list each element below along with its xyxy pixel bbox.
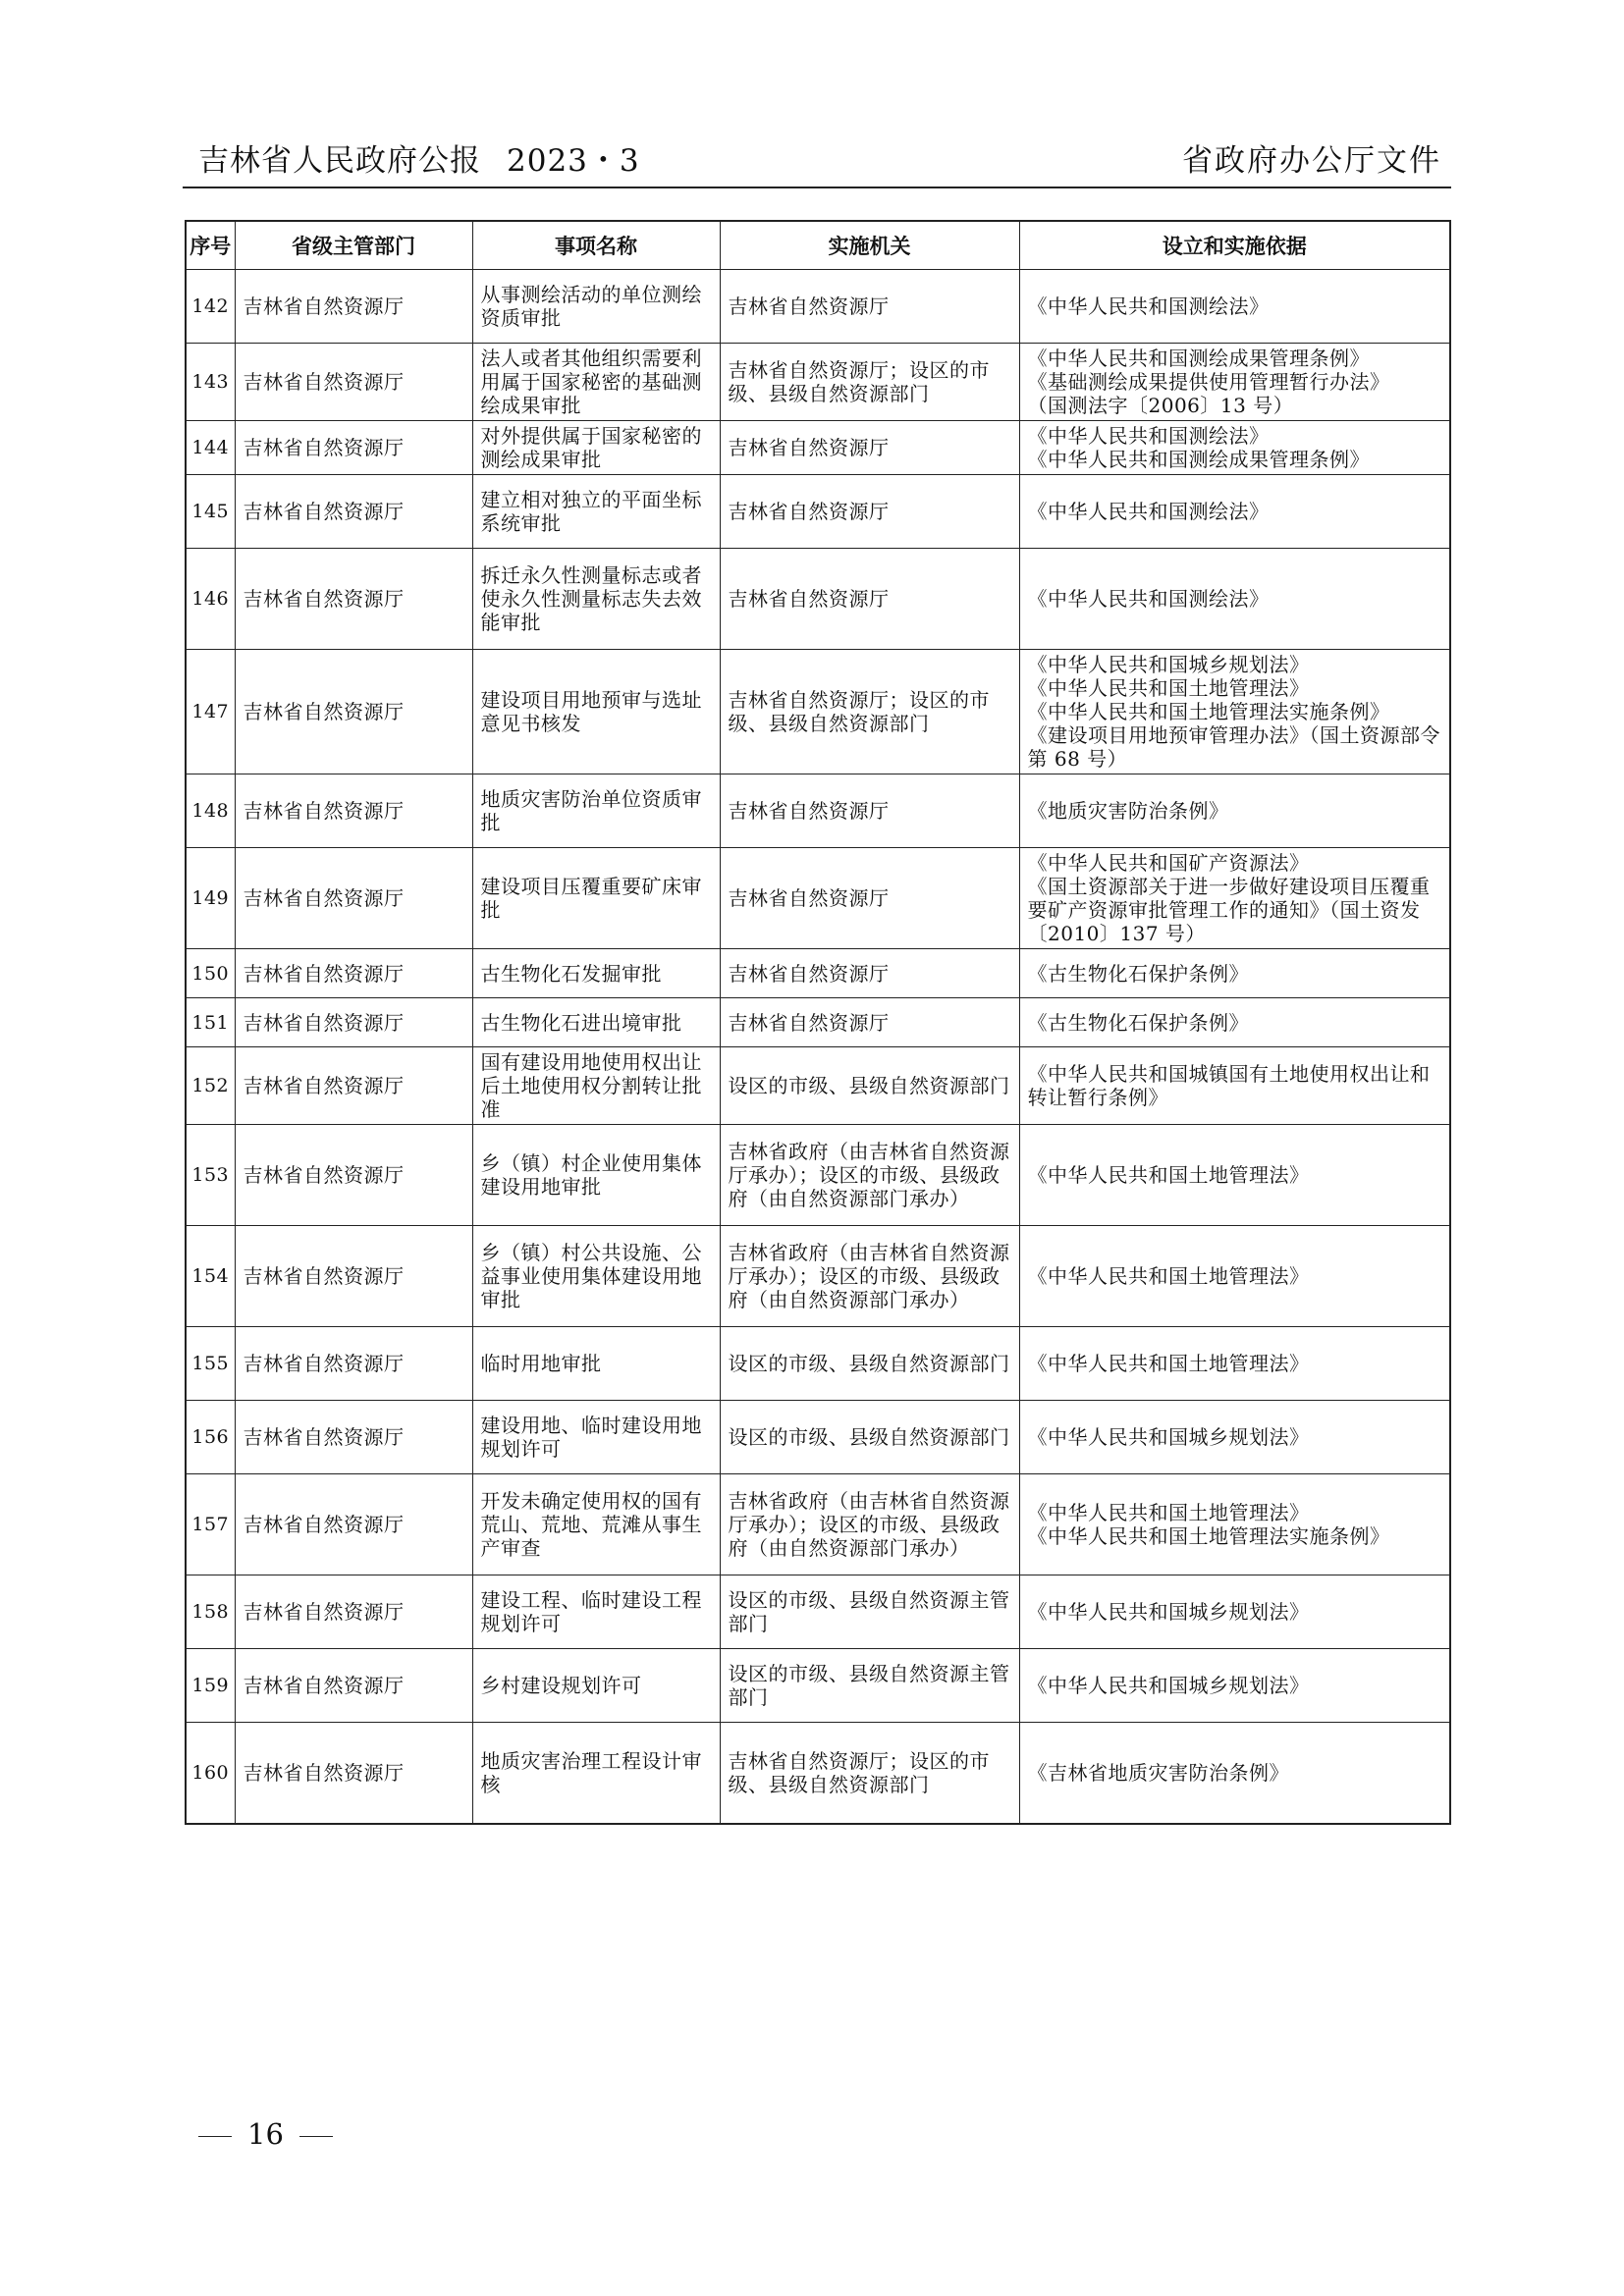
row-basis bbox=[1019, 1401, 1450, 1474]
row-basis bbox=[1019, 549, 1450, 650]
row-number: 145 bbox=[186, 475, 235, 549]
row-number: 157 bbox=[186, 1474, 235, 1575]
basis-entry: 《中华人民共和国土地管理法实施条例》 bbox=[1027, 1524, 1390, 1548]
row-agency: 吉林省政府（由吉林省自然资源厅承办）；设区的市级、县级政府（由自然资源部门承办） bbox=[720, 1226, 1019, 1327]
row-department: 吉林省自然资源厅 bbox=[235, 421, 472, 475]
footer-dash-right bbox=[299, 2136, 333, 2137]
table-row bbox=[186, 421, 1450, 475]
row-number: 151 bbox=[186, 998, 235, 1047]
row-agency: 设区的市级、县级自然资源主管部门 bbox=[720, 1575, 1019, 1649]
row-number: 152 bbox=[186, 1047, 235, 1125]
row-number: 143 bbox=[186, 344, 235, 421]
row-number: 154 bbox=[186, 1226, 235, 1327]
row-item-name: 建设工程、临时建设工程规划许可 bbox=[472, 1575, 720, 1649]
row-item-name: 古生物化石发掘审批 bbox=[472, 949, 720, 998]
row-department: 吉林省自然资源厅 bbox=[235, 1474, 472, 1575]
row-department: 吉林省自然资源厅 bbox=[235, 1125, 472, 1226]
basis-entry: 《中华人民共和国土地管理法》 bbox=[1027, 1501, 1310, 1524]
row-agency: 吉林省自然资源厅 bbox=[720, 774, 1019, 848]
row-basis bbox=[1019, 1047, 1450, 1125]
row-item-name: 乡村建设规划许可 bbox=[472, 1649, 720, 1723]
row-number: 159 bbox=[186, 1649, 235, 1723]
basis-entry: 《中华人民共和国城镇国有土地使用权出让和转让暂行条例》 bbox=[1027, 1062, 1431, 1109]
row-item-name: 地质灾害治理工程设计审核 bbox=[472, 1723, 720, 1824]
table-row bbox=[186, 344, 1450, 421]
basis-entry: 《中华人民共和国土地管理法》 bbox=[1027, 1264, 1310, 1288]
row-number: 149 bbox=[186, 848, 235, 949]
row-item-name: 国有建设用地使用权出让后土地使用权分割转让批准 bbox=[472, 1047, 720, 1125]
row-agency: 设区的市级、县级自然资源部门 bbox=[720, 1047, 1019, 1125]
row-department: 吉林省自然资源厅 bbox=[235, 1575, 472, 1649]
row-department: 吉林省自然资源厅 bbox=[235, 998, 472, 1047]
row-number: 147 bbox=[186, 650, 235, 774]
row-basis bbox=[1019, 949, 1450, 998]
row-agency: 吉林省政府（由吉林省自然资源厅承办）；设区的市级、县级政府（由自然资源部门承办） bbox=[720, 1474, 1019, 1575]
row-number: 158 bbox=[186, 1575, 235, 1649]
basis-entry: 《中华人民共和国测绘成果管理条例》 bbox=[1027, 347, 1370, 370]
table-row bbox=[186, 1226, 1450, 1327]
approval-items-table bbox=[185, 220, 1451, 1825]
row-agency: 吉林省自然资源厅 bbox=[720, 549, 1019, 650]
row-item-name: 临时用地审批 bbox=[472, 1327, 720, 1401]
basis-entry: 《中华人民共和国测绘成果管理条例》 bbox=[1027, 448, 1370, 471]
basis-entry: 《中华人民共和国测绘法》 bbox=[1027, 294, 1270, 318]
row-agency: 吉林省自然资源厅 bbox=[720, 475, 1019, 549]
footer-dash-left bbox=[198, 2136, 232, 2137]
row-number: 155 bbox=[186, 1327, 235, 1401]
row-item-name: 对外提供属于国家秘密的测绘成果审批 bbox=[472, 421, 720, 475]
row-number: 148 bbox=[186, 774, 235, 848]
row-agency: 设区的市级、县级自然资源部门 bbox=[720, 1401, 1019, 1474]
basis-entry: 《国土资源部关于进一步做好建设项目压覆重要矿产资源审批管理工作的通知》（国土资发〔2010〕137 号） bbox=[1027, 875, 1431, 945]
basis-entry: 《地质灾害防治条例》 bbox=[1027, 799, 1229, 823]
table-row bbox=[186, 998, 1450, 1047]
column-header-number: 序号 bbox=[186, 221, 235, 270]
table-row bbox=[186, 1327, 1450, 1401]
page-number: 16 bbox=[247, 2117, 284, 2151]
row-item-name: 地质灾害防治单位资质审批 bbox=[472, 774, 720, 848]
basis-entry: 《中华人民共和国城乡规划法》 bbox=[1027, 653, 1310, 676]
table-row bbox=[186, 774, 1450, 848]
table-row bbox=[186, 1125, 1450, 1226]
publication-title: 吉林省人民政府公报 bbox=[198, 143, 481, 179]
table-row bbox=[186, 475, 1450, 549]
basis-entry: 《古生物化石保护条例》 bbox=[1027, 961, 1249, 986]
row-item-name: 建设项目用地预审与选址意见书核发 bbox=[472, 650, 720, 774]
table-header-row bbox=[186, 221, 1450, 270]
row-agency: 吉林省自然资源厅 bbox=[720, 949, 1019, 998]
row-number: 146 bbox=[186, 549, 235, 650]
table-row bbox=[186, 848, 1450, 949]
row-item-name: 古生物化石进出境审批 bbox=[472, 998, 720, 1047]
row-basis bbox=[1019, 774, 1450, 848]
table-row bbox=[186, 1047, 1450, 1125]
publication-line bbox=[198, 135, 640, 180]
row-basis bbox=[1019, 998, 1450, 1047]
row-basis bbox=[1019, 650, 1450, 774]
basis-entry: 《中华人民共和国城乡规划法》 bbox=[1027, 1425, 1310, 1449]
column-header-basis: 设立和实施依据 bbox=[1019, 221, 1450, 270]
row-basis bbox=[1019, 421, 1450, 475]
row-agency: 吉林省自然资源厅 bbox=[720, 998, 1019, 1047]
row-basis bbox=[1019, 1125, 1450, 1226]
column-header-agency: 实施机关 bbox=[720, 221, 1019, 270]
table-body bbox=[186, 270, 1450, 1824]
row-agency: 吉林省自然资源厅 bbox=[720, 270, 1019, 344]
row-basis bbox=[1019, 848, 1450, 949]
basis-entry: 《中华人民共和国土地管理法》 bbox=[1027, 1352, 1310, 1375]
row-department: 吉林省自然资源厅 bbox=[235, 1327, 472, 1401]
row-basis bbox=[1019, 270, 1450, 344]
column-header-item-name: 事项名称 bbox=[472, 221, 720, 270]
table-row bbox=[186, 1649, 1450, 1723]
basis-entry: 《中华人民共和国土地管理法实施条例》 bbox=[1027, 700, 1390, 723]
row-agency: 吉林省自然资源厅；设区的市级、县级自然资源部门 bbox=[720, 650, 1019, 774]
row-number: 160 bbox=[186, 1723, 235, 1824]
table-row bbox=[186, 1474, 1450, 1575]
table-row bbox=[186, 549, 1450, 650]
row-item-name: 从事测绘活动的单位测绘资质审批 bbox=[472, 270, 720, 344]
row-agency: 吉林省自然资源厅；设区的市级、县级自然资源部门 bbox=[720, 1723, 1019, 1824]
table-row bbox=[186, 949, 1450, 998]
basis-entry: 《建设项目用地预审管理办法》（国土资源部令第 68 号） bbox=[1027, 723, 1440, 771]
basis-entry: 《中华人民共和国城乡规划法》 bbox=[1027, 1600, 1310, 1624]
row-item-name: 建立相对独立的平面坐标系统审批 bbox=[472, 475, 720, 549]
row-item-name: 乡（镇）村公共设施、公益事业使用集体建设用地审批 bbox=[472, 1226, 720, 1327]
row-department: 吉林省自然资源厅 bbox=[235, 1401, 472, 1474]
basis-entry: 《中华人民共和国测绘法》 bbox=[1027, 500, 1270, 523]
row-agency: 设区的市级、县级自然资源部门 bbox=[720, 1327, 1019, 1401]
row-agency: 吉林省自然资源厅 bbox=[720, 421, 1019, 475]
row-basis bbox=[1019, 1723, 1450, 1824]
row-basis bbox=[1019, 475, 1450, 549]
basis-entry: 《中华人民共和国矿产资源法》 bbox=[1027, 851, 1310, 875]
row-item-name: 拆迁永久性测量标志或者使永久性测量标志失去效能审批 bbox=[472, 549, 720, 650]
row-basis bbox=[1019, 1649, 1450, 1723]
row-basis bbox=[1019, 1575, 1450, 1649]
row-item-name: 建设项目压覆重要矿床审批 bbox=[472, 848, 720, 949]
table-row bbox=[186, 1575, 1450, 1649]
basis-entry: 《中华人民共和国土地管理法》 bbox=[1027, 1163, 1310, 1187]
row-department: 吉林省自然资源厅 bbox=[235, 949, 472, 998]
basis-entry: 《古生物化石保护条例》 bbox=[1027, 1010, 1249, 1035]
row-item-name: 乡（镇）村企业使用集体建设用地审批 bbox=[472, 1125, 720, 1226]
row-item-name: 开发未确定使用权的国有荒山、荒地、荒滩从事生产审查 bbox=[472, 1474, 720, 1575]
page-footer bbox=[183, 2117, 349, 2151]
row-department: 吉林省自然资源厅 bbox=[235, 344, 472, 421]
row-number: 142 bbox=[186, 270, 235, 344]
row-agency: 吉林省政府（由吉林省自然资源厅承办）；设区的市级、县级政府（由自然资源部门承办） bbox=[720, 1125, 1019, 1226]
row-department: 吉林省自然资源厅 bbox=[235, 549, 472, 650]
row-basis bbox=[1019, 344, 1450, 421]
table-row bbox=[186, 650, 1450, 774]
row-department: 吉林省自然资源厅 bbox=[235, 1226, 472, 1327]
basis-entry: 《中华人民共和国测绘法》 bbox=[1027, 424, 1270, 448]
basis-entry: 《中华人民共和国土地管理法》 bbox=[1027, 676, 1310, 700]
row-basis bbox=[1019, 1474, 1450, 1575]
section-title: 省政府办公厅文件 bbox=[1182, 143, 1441, 179]
column-header-department: 省级主管部门 bbox=[235, 221, 472, 270]
row-department: 吉林省自然资源厅 bbox=[235, 1723, 472, 1824]
row-number: 156 bbox=[186, 1401, 235, 1474]
issue-number: 2023・3 bbox=[507, 143, 640, 179]
row-department: 吉林省自然资源厅 bbox=[235, 1649, 472, 1723]
basis-entry: （国测法字〔2006〕13 号） bbox=[1027, 394, 1294, 417]
basis-entry: 《中华人民共和国城乡规划法》 bbox=[1027, 1674, 1310, 1697]
row-number: 144 bbox=[186, 421, 235, 475]
basis-entry: 《基础测绘成果提供使用管理暂行办法》 bbox=[1027, 370, 1390, 394]
row-number: 150 bbox=[186, 949, 235, 998]
row-department: 吉林省自然资源厅 bbox=[235, 650, 472, 774]
row-department: 吉林省自然资源厅 bbox=[235, 270, 472, 344]
row-basis bbox=[1019, 1327, 1450, 1401]
table-row bbox=[186, 1401, 1450, 1474]
row-basis bbox=[1019, 1226, 1450, 1327]
row-department: 吉林省自然资源厅 bbox=[235, 848, 472, 949]
row-department: 吉林省自然资源厅 bbox=[235, 475, 472, 549]
row-agency: 设区的市级、县级自然资源主管部门 bbox=[720, 1649, 1019, 1723]
row-agency: 吉林省自然资源厅 bbox=[720, 848, 1019, 949]
table-row bbox=[186, 270, 1450, 344]
row-department: 吉林省自然资源厅 bbox=[235, 774, 472, 848]
page-header bbox=[183, 130, 1451, 188]
basis-entry: 《吉林省地质灾害防治条例》 bbox=[1027, 1760, 1289, 1785]
row-item-name: 建设用地、临时建设用地规划许可 bbox=[472, 1401, 720, 1474]
row-department: 吉林省自然资源厅 bbox=[235, 1047, 472, 1125]
basis-entry: 《中华人民共和国测绘法》 bbox=[1027, 587, 1270, 611]
table-row bbox=[186, 1723, 1450, 1824]
row-agency: 吉林省自然资源厅；设区的市级、县级自然资源部门 bbox=[720, 344, 1019, 421]
row-number: 153 bbox=[186, 1125, 235, 1226]
row-item-name: 法人或者其他组织需要利用属于国家秘密的基础测绘成果审批 bbox=[472, 344, 720, 421]
